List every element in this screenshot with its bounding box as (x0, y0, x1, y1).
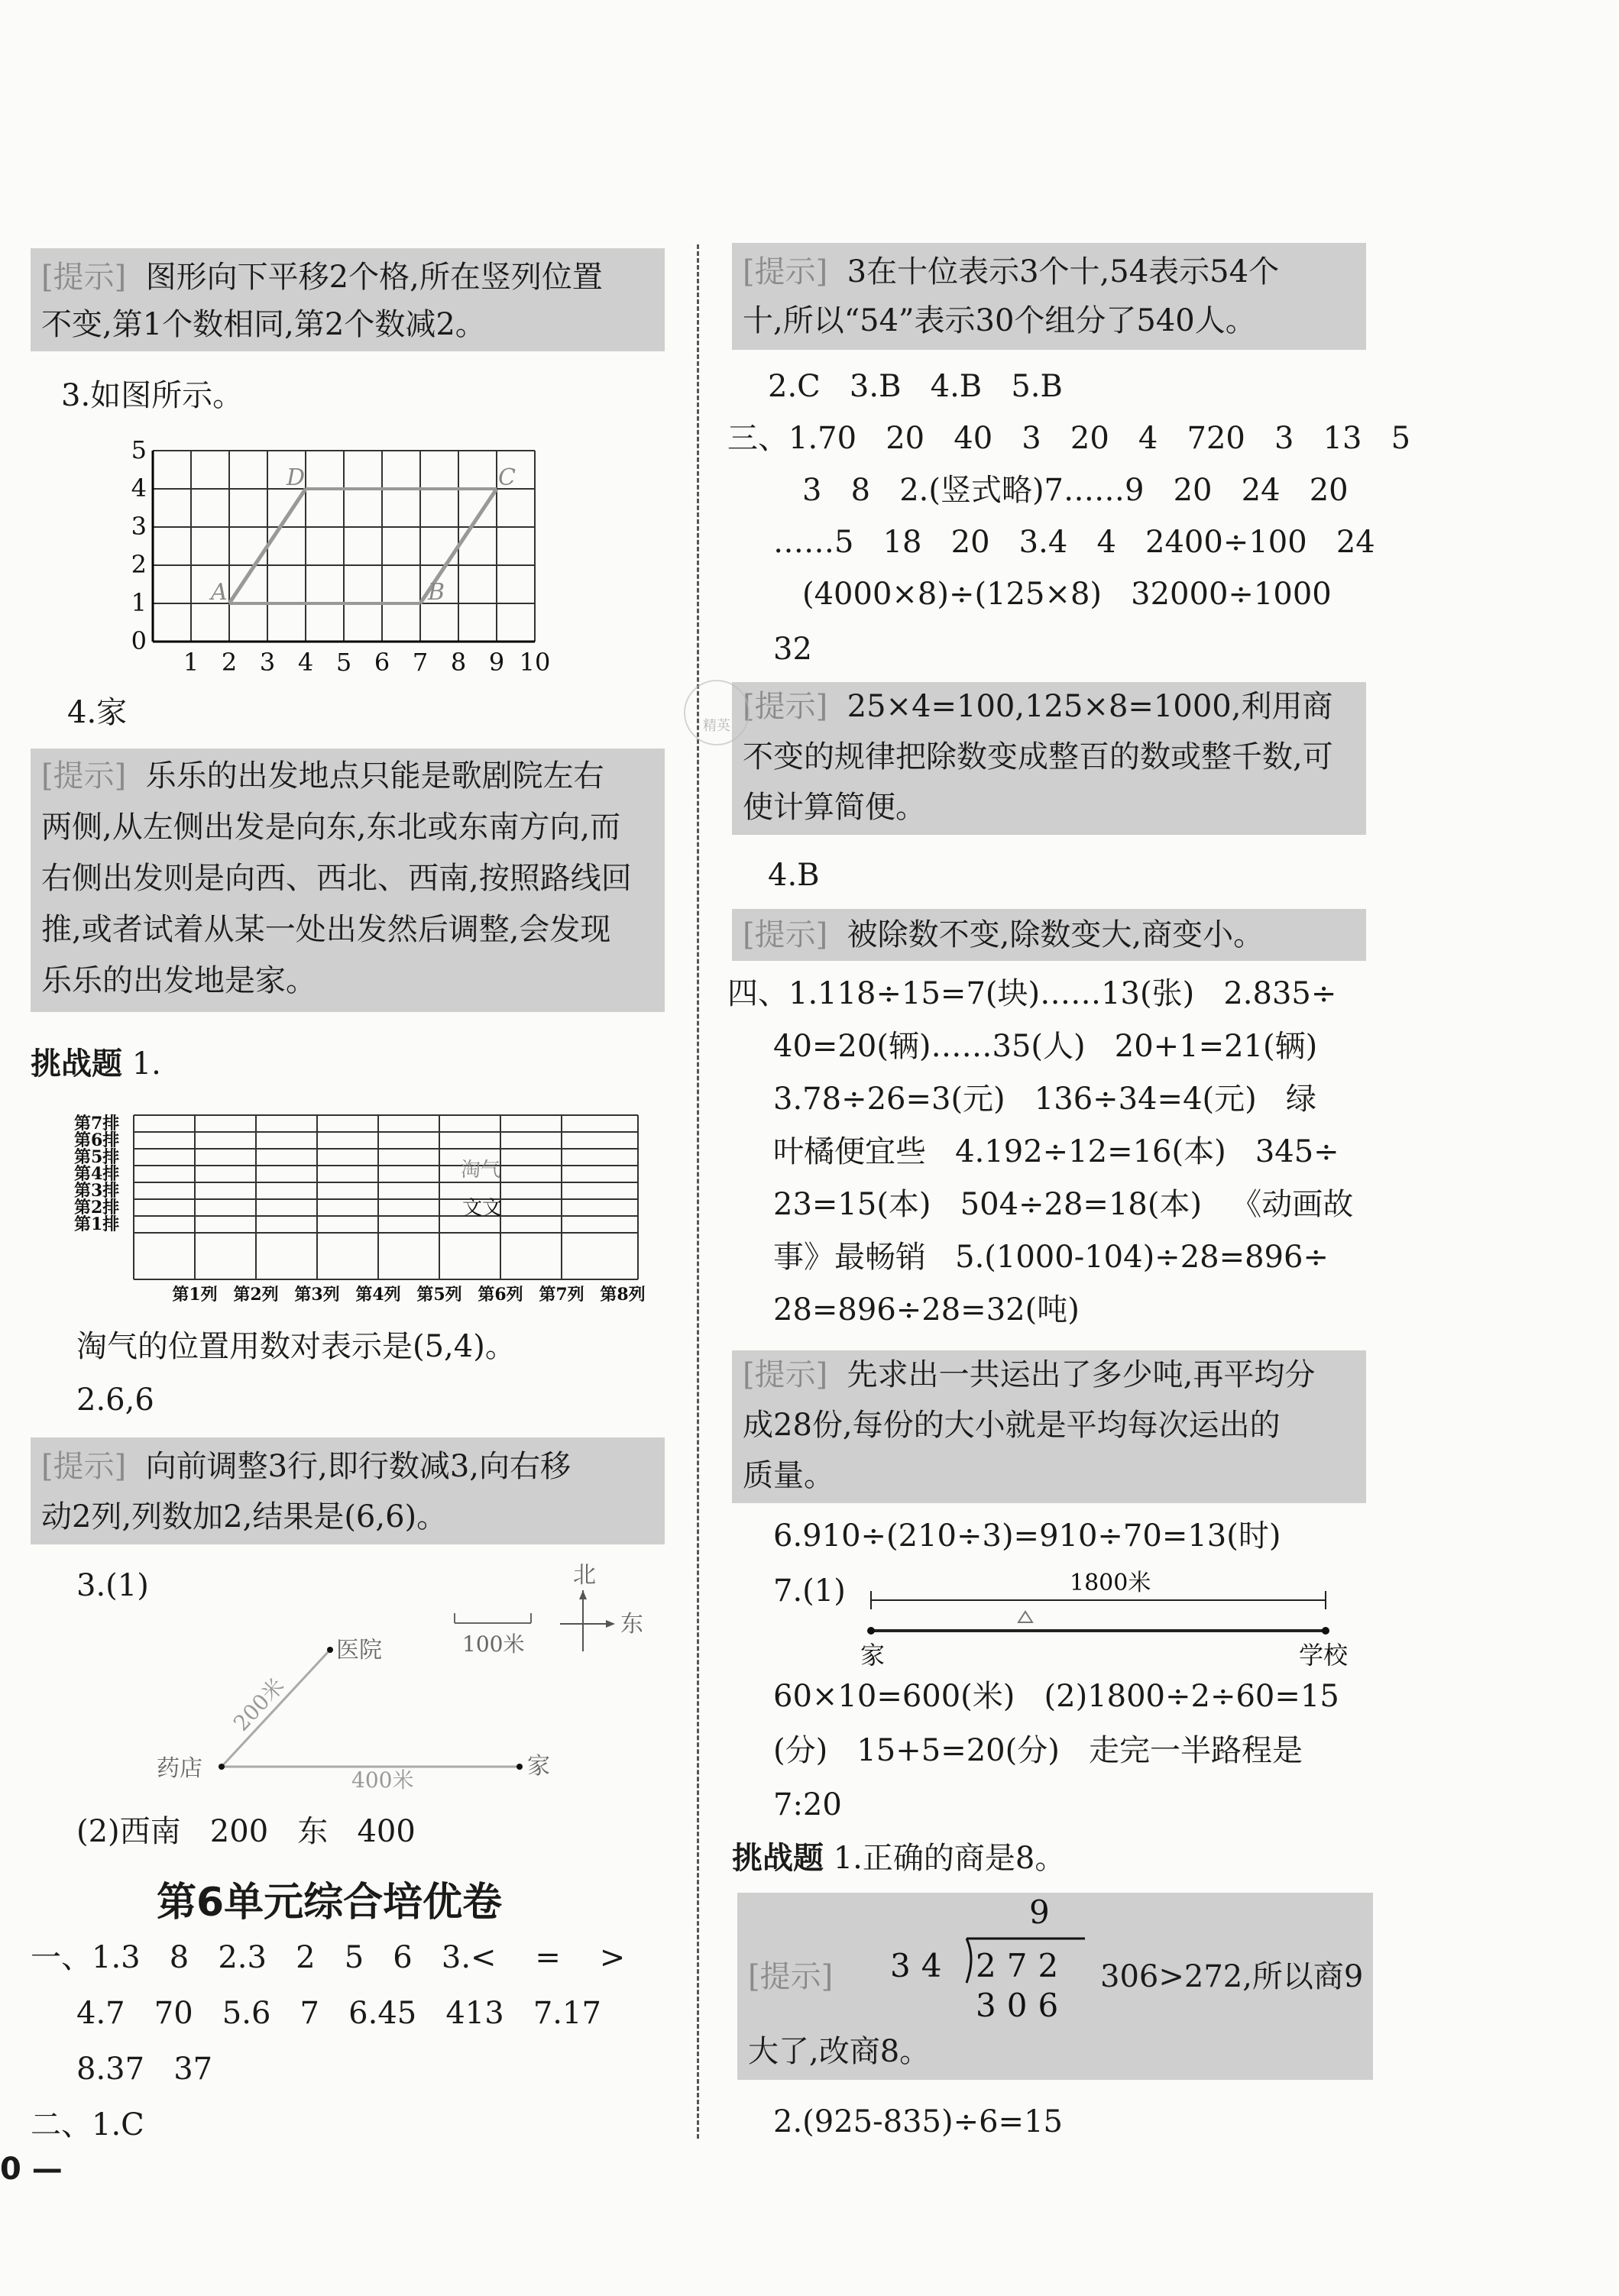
hint-text: 使计算简便。 (743, 790, 926, 825)
hint-box (732, 909, 1366, 961)
y-tick: 5 (131, 435, 147, 464)
answer-line: (分) 15+5=20(分) 走完一半路程是 (773, 1733, 1303, 1768)
answer-line: 三、1.70 20 40 3 20 4 720 3 13 5 (727, 421, 1411, 456)
hint-tag: [提示] (41, 758, 127, 794)
hint-text: 不变,第1个数相同,第2个数减2。 (41, 307, 486, 342)
stamp-icon (684, 680, 750, 745)
hint-tag: [提示] (748, 1959, 834, 1994)
hospital-label: 医院 (336, 1637, 382, 1664)
answer-line: ……5 18 20 3.4 4 2400÷100 24 (773, 525, 1375, 560)
point-label-c: C (498, 464, 516, 491)
y-tick: 0 (131, 626, 147, 655)
answer-line: 叶橘便宜些 4.192÷12=16(本) 345÷ (773, 1134, 1339, 1169)
challenge-number: 1. (131, 1046, 161, 1082)
hint-text: 十,所以“54”表示30个组分了540人。 (743, 303, 1256, 338)
point-label-d: D (287, 464, 306, 491)
section-1-line: 8.37 37 (76, 2052, 213, 2087)
product: 306 (976, 1987, 1070, 2023)
hint-text: 动2列,列数加2,结果是(6,6)。 (41, 1499, 448, 1534)
hint-text: 向前调整3行,即行数减3,向右移 (145, 1449, 571, 1484)
column-label: 第8列 (600, 1285, 646, 1305)
x-tick: 3 (259, 648, 276, 677)
answer-line: 23=15(本) 504÷28=18(本) 《动画故 (773, 1187, 1354, 1222)
scale-label: 100米 (462, 1631, 525, 1657)
answer-line: 60×10=600(米) (2)1800÷2÷60=15 (773, 1679, 1339, 1714)
answer-line: 事》最畅销 5.(1000-104)÷28=896÷ (773, 1240, 1329, 1275)
row-label: 第5排 (74, 1147, 120, 1167)
row-label: 第1排 (74, 1214, 120, 1234)
hint-box (732, 243, 1366, 350)
y-tick: 3 (131, 512, 147, 541)
answer-line: 1.正确的商是8。 (833, 1841, 1066, 1876)
column-divider (697, 244, 699, 2139)
triangle-marker-icon (1018, 1612, 1032, 1622)
pharmacy-label: 药店 (157, 1755, 202, 1782)
seat-answer: 淘气的位置用数对表示是(5,4)。 (76, 1329, 516, 1364)
direction-map (138, 1558, 672, 1803)
hint-text: 被除数不变,除数变大,商变小。 (847, 917, 1264, 952)
hint-tag: [提示] (743, 917, 828, 952)
x-tick: 2 (221, 648, 238, 677)
point-label-a: A (211, 579, 228, 606)
y-tick: 4 (131, 474, 147, 503)
hint-text: 推,或者试着从某一处出发然后调整,会发现 (41, 912, 611, 947)
answer-line: 40=20(辆)……35(人) 20+1=21(辆) (773, 1029, 1318, 1064)
x-tick: 8 (450, 648, 467, 677)
answer-line: (4000×8)÷(125×8) 32000÷1000 (802, 577, 1332, 612)
distance-line-diagram (856, 1558, 1391, 1673)
unit-title: 第6单元综合培优卷 (157, 1880, 503, 1926)
column-label: 第7列 (539, 1285, 584, 1305)
hint-text: 25×4=100,125×8=1000,利用商 (847, 689, 1333, 724)
hint-tag: [提示] (743, 1357, 828, 1392)
hint-text: 图形向下平移2个格,所在竖列位置 (145, 260, 603, 295)
distance-400: 400米 (351, 1767, 414, 1793)
question-3b: 3.(1) (76, 1568, 149, 1603)
answer-3b-2: (2)西南 200 东 400 (76, 1814, 416, 1849)
answer-2: 2.6,6 (76, 1382, 154, 1418)
question-3: 3.如图所示。 (61, 378, 244, 413)
hint-text: 两侧,从左侧出发是向东,东北或东南方向,而 (41, 810, 621, 845)
stamp-text: 精英 (703, 718, 730, 734)
column-label: 第2列 (233, 1285, 279, 1305)
quotient: 9 (1029, 1893, 1060, 1931)
hint-box (31, 1437, 665, 1544)
hint-text: 右侧出发则是向西、西北、西南,按照路线回 (41, 861, 632, 896)
row-label: 第6排 (74, 1130, 120, 1150)
hint-text: 3在十位表示3个十,54表示54个 (847, 254, 1280, 289)
y-tick: 2 (131, 550, 147, 579)
column-label: 第3列 (294, 1285, 340, 1305)
challenge-label: 挑战题 (31, 1046, 122, 1082)
distance-200: 200米 (228, 1673, 290, 1736)
answer-line: 3.78÷26=3(元) 136÷34=4(元) 绿 (773, 1082, 1316, 1117)
hint-box (737, 1893, 1373, 2080)
x-tick: 9 (488, 648, 505, 677)
challenge-label: 挑战题 (732, 1841, 824, 1876)
section-2-line: 二、1.C (31, 2107, 144, 2142)
wenwen-label: 文文 (462, 1197, 503, 1220)
hint-text: 大了,改商8。 (748, 2034, 931, 2069)
hint-tag: [提示] (41, 260, 127, 295)
distance-label: 1800米 (1070, 1570, 1151, 1596)
east-label: 东 (620, 1611, 643, 1638)
hint-tag: [提示] (743, 254, 828, 289)
page-number: 0 — (0, 2152, 63, 2187)
hint-box (732, 682, 1366, 835)
row-label: 第7排 (74, 1114, 120, 1133)
home-label: 家 (860, 1641, 886, 1670)
dividend: 272 (976, 1947, 1070, 1984)
answer-line: 7.(1) (773, 1573, 846, 1609)
hint-box (732, 1350, 1366, 1503)
coordinate-grid (122, 435, 550, 680)
home-label: 家 (527, 1753, 550, 1780)
answer-4: 4.家 (67, 695, 128, 730)
x-tick: 10 (519, 648, 550, 677)
x-tick: 4 (297, 648, 314, 677)
hint-tag: [提示] (41, 1449, 127, 1484)
hint-text: 成28份,每份的大小就是平均每次运出的 (743, 1408, 1281, 1443)
hint-text: 306>272,所以商9 (1100, 1959, 1364, 1994)
row-label: 第3排 (74, 1181, 120, 1201)
answer-line: 4.B (768, 858, 820, 893)
row-label: 第2排 (74, 1198, 120, 1218)
hint-text: 不变的规律把除数变成整百的数或整千数,可 (743, 739, 1333, 774)
divisor: 34 (890, 1947, 953, 1984)
point-label-b: B (428, 579, 445, 606)
answer-line: 四、1.118÷15=7(块)……13(张) 2.835÷ (727, 976, 1337, 1011)
row-label: 第4排 (74, 1164, 120, 1184)
hint-text: 质量。 (743, 1458, 834, 1493)
column-label: 第1列 (172, 1285, 218, 1305)
hint-box (31, 749, 665, 1012)
x-tick: 6 (374, 648, 390, 677)
y-tick: 1 (131, 588, 147, 617)
school-label: 学校 (1299, 1641, 1349, 1670)
hint-text: 先求出一共运出了多少吨,再平均分 (847, 1357, 1316, 1392)
answer-line: 28=896÷28=32(吨) (773, 1292, 1080, 1327)
hint-tag: [提示] (743, 689, 828, 724)
answer-line: 2.(925-835)÷6=15 (773, 2104, 1063, 2139)
section-1-line: 一、1.3 8 2.3 2 5 6 3.< = > (31, 1940, 626, 1975)
hint-text: 乐乐的出发地是家。 (41, 963, 316, 998)
compass-icon (560, 1590, 615, 1651)
seating-grid (73, 1100, 669, 1314)
section-1-line: 4.7 70 5.6 7 6.45 413 7.17 (76, 1996, 601, 2031)
north-label: 北 (573, 1562, 596, 1589)
x-tick: 1 (183, 648, 199, 677)
hint-text: 乐乐的出发地点只能是歌剧院左右 (145, 758, 604, 794)
naughty-label: 淘气 (461, 1159, 501, 1182)
column-label: 第5列 (416, 1285, 462, 1305)
column-label: 第6列 (478, 1285, 523, 1305)
answer-line: 3 8 2.(竖式略)7……9 20 24 20 (802, 473, 1349, 508)
column-label: 第4列 (355, 1285, 401, 1305)
hint-box (31, 248, 665, 351)
answer-line: 6.910÷(210÷3)=910÷70=13(时) (773, 1518, 1281, 1554)
answer-line: 32 (773, 632, 812, 667)
answer-line: 2.C 3.B 4.B 5.B (768, 369, 1063, 404)
answer-line: 7:20 (773, 1787, 842, 1822)
x-tick: 5 (335, 648, 352, 677)
x-tick: 7 (412, 648, 429, 677)
